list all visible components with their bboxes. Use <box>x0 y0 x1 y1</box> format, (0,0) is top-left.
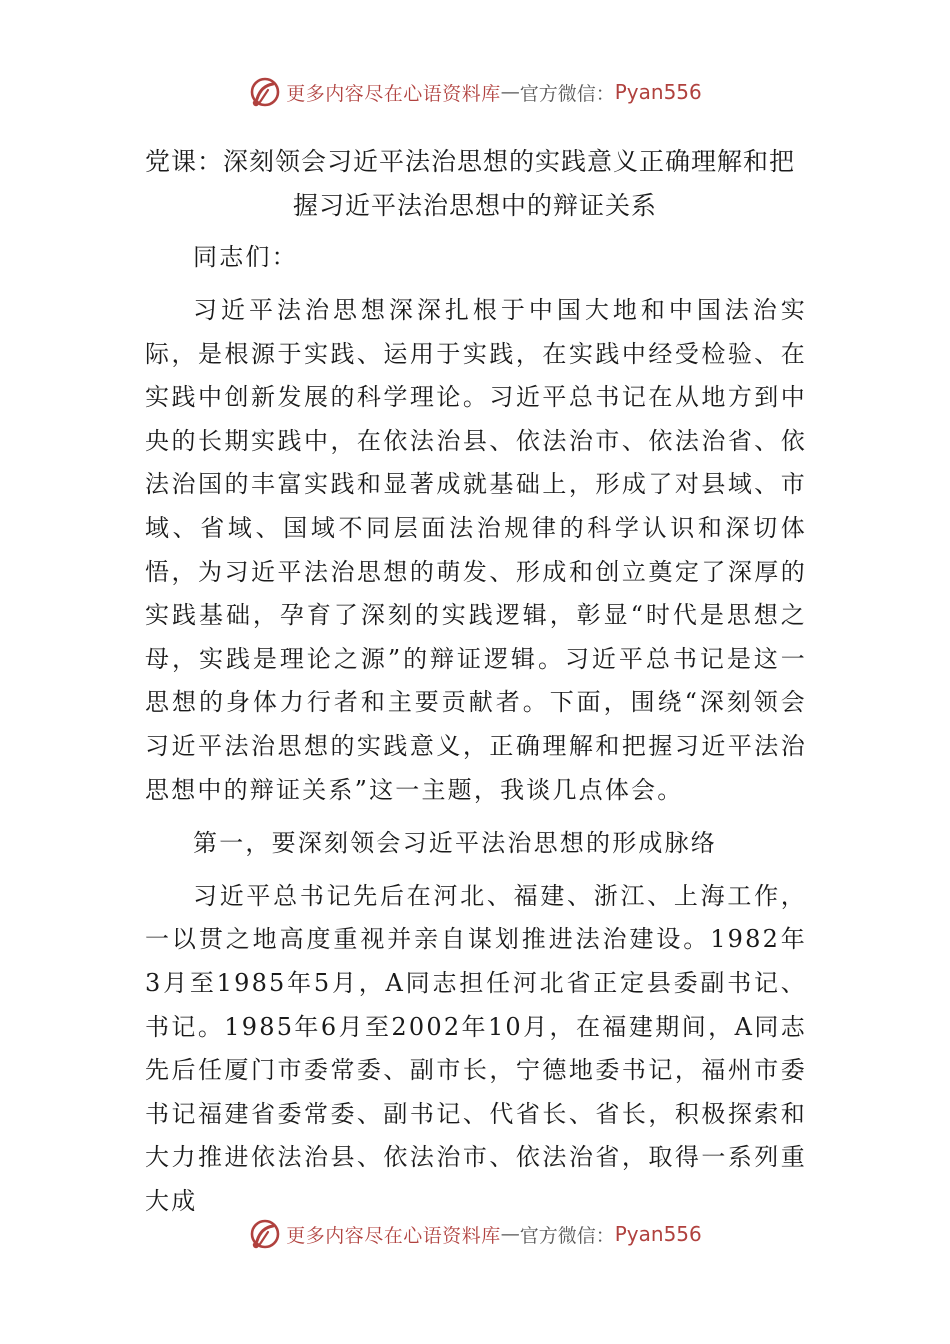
paragraph-1: 习近平法治思想深深扎根于中国大地和中国法治实际，是根源于实践、运用于实践，在实践中经受检验、在实践中创新发展的科学理论。习近平总书记在从地方到中央的长期实践中，在依法治县、依法治市、依法治省、依法治国的丰富实践和显著成就基础上，形成了对县域、市域、省域、国域不同层面法治规律的科学认识和深切体悟，为习近平法治思想的萌发、形成和创立奠定了深厚的实践基础，孕育了深刻的实践逻辑，彰显“时代是思想之母，实践是理论之源”的辩证逻辑。习近平总书记是这一思想的身体力行者和主要贡献者。下面，围绕“深刻领会习近平法治思想的实践意义，正确理解和把握习近平法治思想中的辩证关系”这一主题，我谈几点体会。 <box>145 296 807 804</box>
title-line-1: 党课：深刻领会习近平法治思想的实践意义正确理解和把 <box>145 147 796 176</box>
title-line-2: 握习近平法治思想中的辩证关系 <box>292 191 657 220</box>
banner-contact-label: 官方微信： <box>519 82 615 105</box>
greeting: 同志们： <box>193 243 298 271</box>
banner-separator: — <box>500 81 520 103</box>
section-heading-1: 第一，要深刻领会习近平法治思想的形成脉络 <box>193 828 717 857</box>
document-body <box>145 236 807 1233</box>
document-title <box>145 140 805 228</box>
banner-separator: — <box>500 1223 520 1245</box>
banner-text: 更多内容尽在心语资料库 <box>286 82 501 105</box>
banner-text: 更多内容尽在心语资料库 <box>286 1224 501 1247</box>
banner-contact-id: Pyan556 <box>614 80 702 104</box>
footer-watermark-banner <box>0 1214 950 1254</box>
banner-contact-id: Pyan556 <box>614 1222 702 1246</box>
banner-contact-label: 官方微信： <box>519 1224 615 1247</box>
logo-icon <box>248 1217 282 1251</box>
paragraph-2: 习近平总书记先后在河北、福建、浙江、上海工作，一以贯之地高度重视并亲自谋划推进法治建设。1982年3月至1985年5月，A同志担任河北省正定县委副书记、书记。1985年6月至2002年10月，在福建期间，A同志先后任厦门市委常委、副市长，宁德地委书记，福州市委书记福建省委常委、副书记、代省长、省长，积极探索和大力推进依法治县、依法治市、依法治省，取得一系列重大成 <box>145 881 807 1215</box>
header-watermark-banner <box>0 72 950 112</box>
logo-icon <box>248 75 282 109</box>
